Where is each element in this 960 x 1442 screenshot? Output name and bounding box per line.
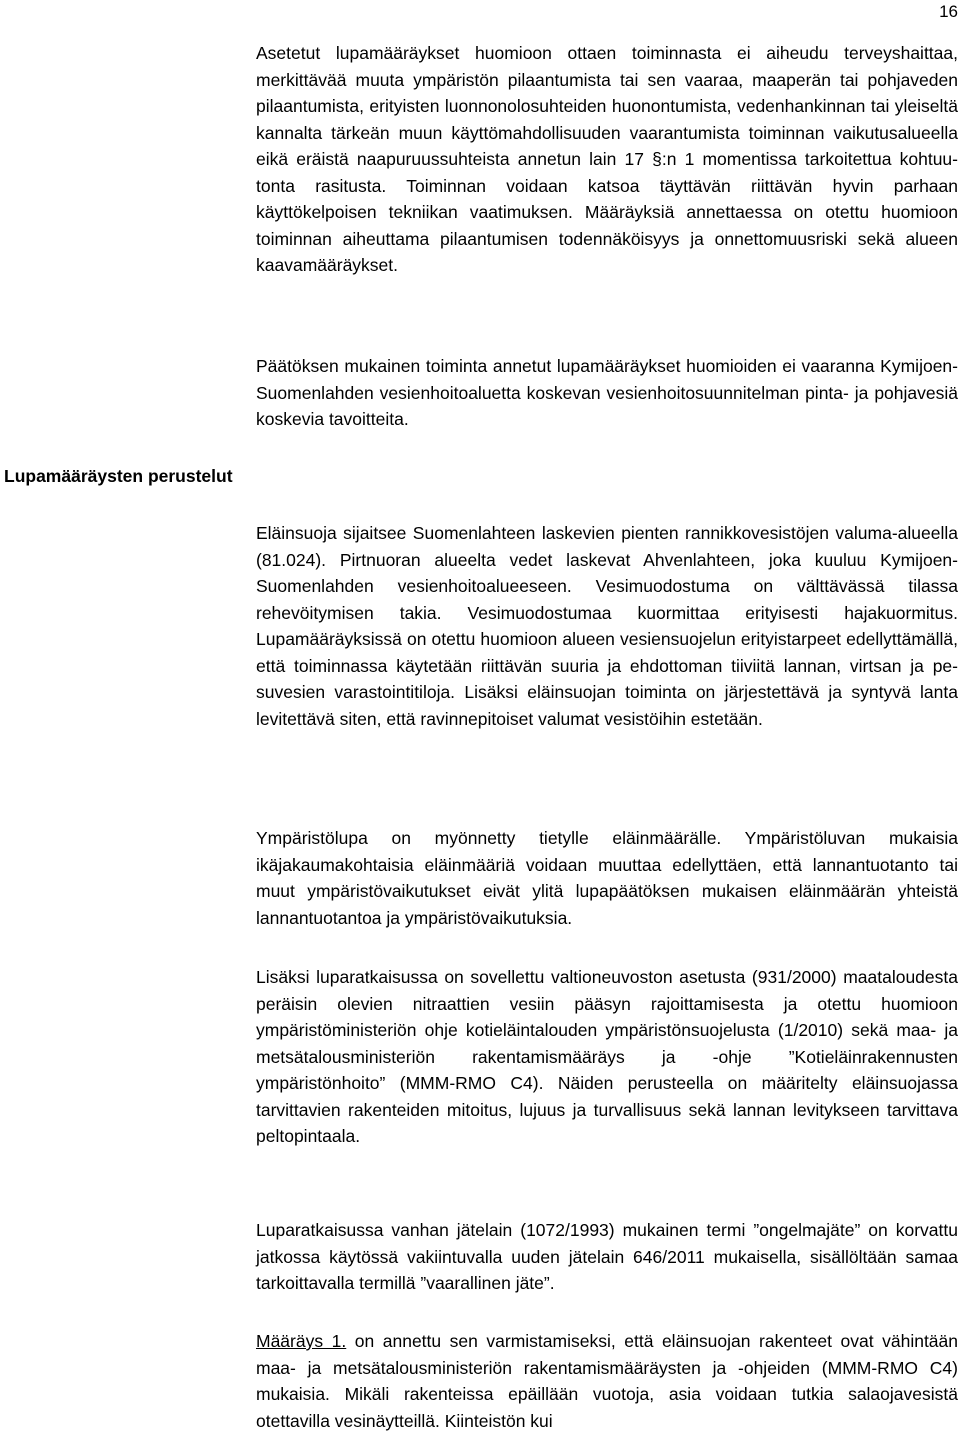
paragraph-text: Asetetut lupamääräykset huomioon ottaen toiminnasta ei aiheudu terveyshaittaa, merkittävää muuta ympäristön pilaantumista tai sen vaaraa, maaperän tai pohjaveden pilaantumista, erityisten luonnonolosuhteiden huonontumista, vedenhankinnan tai yleiseltä kannalta tärkeän muun käyttömahdollisuuden vaarantumista toiminnan vaikutusalueella eikä eräistä naapuruussuhteista annetun lain 17 §:n 1 momentissa tarkoitettua kohtuutonta rasitusta. Toiminnan voidaan katsoa täyttävän riittävän hyvin parhaan käyttökelpoisen tekniikan vaatimuksen. Määräyksiä annettaessa on otettu huomioon toiminnan aiheuttama pilaantumisen todennäköisyys ja onnettomuusriski sekä alueen kaavamääräykset. xyxy=(256,43,958,275)
paragraph-regulation-1 xyxy=(256,1328,958,1434)
paragraph-text: Luparatkaisussa vanhan jätelain (1072/1993) mukainen termi ”ongelmajäte” on korvattu jatkossa käytössä vakiintuvalla uuden jätelain 646/2011 mukaisella, sisällöltään samaa tarkoittavalla termillä ”vaarallinen jäte”. xyxy=(256,1220,958,1293)
paragraph-text: Päätöksen mukainen toiminta annetut lupamääräykset huomioiden ei vaaranna Kymijoen-Suomenlahden vesienhoitoaluetta koskevan vesienhoitosuunnitelman pinta- ja pohjavesiä koskevia tavoitteita. xyxy=(256,356,958,429)
paragraph-waste-act-terminology xyxy=(256,1217,958,1297)
regulation-1-label: Määräys 1. xyxy=(256,1331,347,1351)
paragraph-catchment-area xyxy=(256,520,958,732)
paragraph-text xyxy=(256,1328,958,1434)
paragraph-text: Lisäksi luparatkaisussa on sovellettu valtioneuvoston asetusta (931/2000) maataloudesta peräisin olevien nitraattien vesiin pääsyn rajoittamisesta ja otettu huomioon ympäristöministeriön ohje kotieläintalouden ympäristönsuojelusta (1/2010) sekä maa- ja metsätalousministeriön rakentamismääräys ja -ohje ”Kotieläinrakennusten ympäristönhoito” (MMM-RMO C4). Näiden perusteella on määritelty eläinsuojassa tarvittavien rakenteiden mitoitus, lujuus ja turvallisuus sekä lannan levitykseen tarvittava peltopintaala. xyxy=(256,967,958,1146)
section-heading-permit-rationale: Lupamääräysten perustelut xyxy=(4,466,233,486)
regulation-1-text: on annettu sen varmistamiseksi, että eläinsuojan rakenteet ovat vähintään maa- ja metsätalousministeriön rakentamismääräysten ja -ohjeiden (MMM-RMO C4) mukaisia. Mikäli rakenteissa epäillään vuotoja, asia voidaan tutkia salaojavesistä otettavilla vesinäytteillä. Kiinteistön kui xyxy=(256,1331,958,1431)
paragraph-text: Eläinsuoja sijaitsee Suomenlahteen laskevien pienten rannikkovesistöjen valuma-alueella (81.024). Pirtnuoran alueelta vedet laskevat Ahvenlahteen, joka kuuluu Kymijoen-Suomenlahden vesienhoitoalueeseen. Vesimuodostuma on välttävässä tilassa rehevöitymisen takia. Vesimuodostumaa kuormittaa erityisesti hajakuormitus. Lupamääräyksissä on otettu huomioon alueen vesiensuojelun erityistarpeet edellyttämällä, että toiminnassa käytetään riittävän suuria ja ehdottoman tiiviitä lannan, virtsan ja pesuvesien varastointitiloja. Lisäksi eläinsuojan toiminta on järjestettävä ja syntyvä lanta levitettävä siten, että ravinnepitoiset valumat vesistöihin estetään. xyxy=(256,523,958,729)
page-number: 16 xyxy=(939,2,958,21)
paragraph-animal-count xyxy=(256,825,958,931)
paragraph-permit-conditions-summary xyxy=(256,40,958,279)
paragraph-text: Ympäristölupa on myönnetty tietylle eläinmäärälle. Ympäristöluvan mukaisia ikäjakaumakohtaisia eläinmääriä voidaan muuttaa edellyttäen, että lannantuotanto tai muut ympäristövaikutukset eivät ylitä lupapäätöksen mukaisen eläinmäärän yhteistä lannantuotantoa ja ympäristövaikutuksia. xyxy=(256,828,958,928)
paragraph-nitrate-decree xyxy=(256,964,958,1150)
paragraph-water-management-goals xyxy=(256,353,958,433)
